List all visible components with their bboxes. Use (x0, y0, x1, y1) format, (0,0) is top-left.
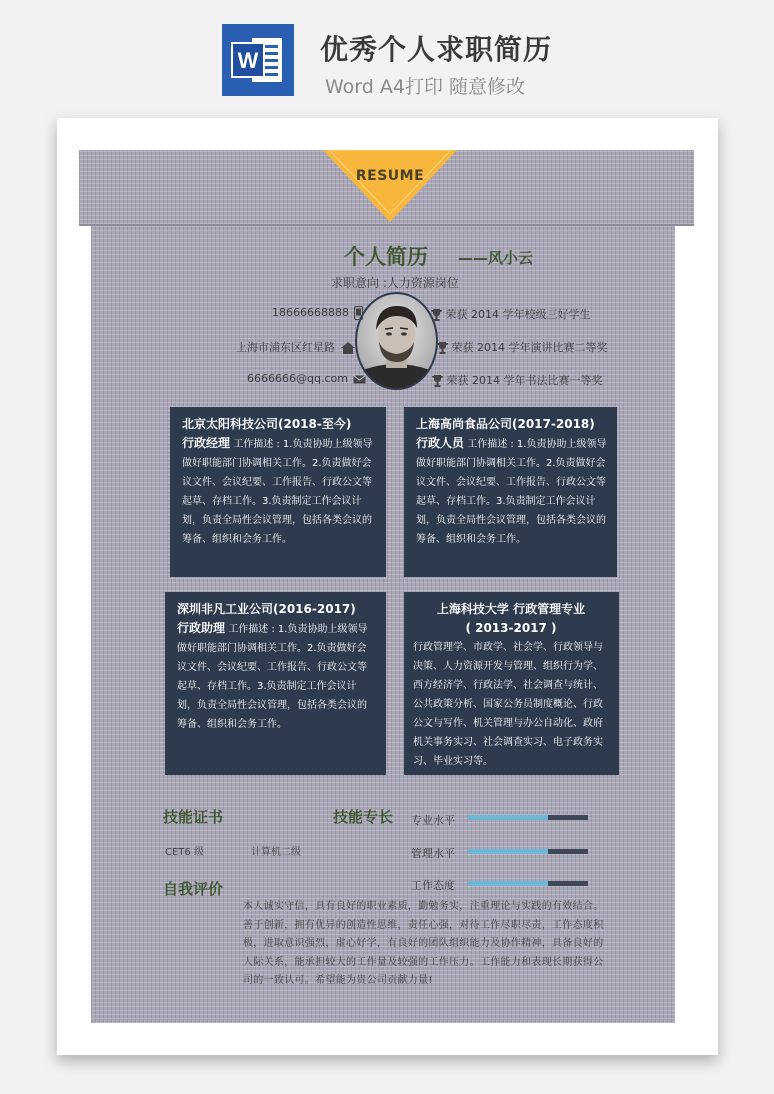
self-eval-text: 本人诚实守信，具有良好的职业素质，勤勉务实，注重理论与实践的有效结合。善于创新，拥有优异的创造性思维，责任心强，对待工作尽职尽责，工作态度积极，进取意识强烈，虚心好学，有良好的团队组织能力及协作精神，具备良好的人际关系，能承担较大的工作量及较强的工作压力。工作能力和表现长期获得公司的一致认可。希望能为贵公司贡献力量! (243, 901, 604, 986)
candidate-name: ——风小云 (458, 249, 534, 267)
contact-email (247, 372, 368, 385)
job-role: 行政人员 (416, 436, 465, 450)
address-text: 上海市浦东区红星路 (236, 341, 335, 354)
award-item (437, 339, 608, 355)
award-item (432, 372, 603, 388)
resume-ribbon (323, 150, 457, 222)
skill-bar-fill (468, 815, 548, 820)
skill-bar-fill (468, 849, 548, 854)
skill-bar (468, 881, 588, 886)
word-icon-letter: W (237, 48, 259, 73)
skills-title: 技能专长 (333, 808, 394, 826)
job-description: 工作描述 : 1.负责协助上级领导做好职能部门协调相关工作。2.负责做好会议文件、会议纪要、工作报告、行政公文等起草、存档工作。3.负责制定工作会议计划，负责全局性会议管理，包括各类会议的筹备、组织和会务工作。 (177, 624, 368, 730)
job-description: 工作描述 : 1.负责协助上级领导做好职能部门协调相关工作。2.负责做好会议文件、会议纪要、工作报告、行政公文等起草、存档工作。3.负责制定工作会议计划，负责全局性会议管理，包括各类会议的筹备、组织和会务工作。 (416, 439, 607, 545)
cert-item: 计算机二级 (251, 847, 301, 858)
trophy-icon (432, 375, 443, 387)
skill-bar (468, 849, 588, 854)
experience-card-3 (165, 592, 386, 775)
school-name: 上海科技大学 行政管理专业 (436, 602, 586, 616)
company-name: 北京太阳科技公司(2018-至今) (182, 417, 352, 431)
education-card (404, 592, 619, 775)
experience-card-2 (404, 407, 617, 577)
word-icon (222, 24, 294, 96)
skill-label: 管理水平 (411, 847, 455, 860)
trophy-icon (437, 342, 448, 354)
home-icon (341, 342, 355, 354)
company-name: 深圳非凡工业公司(2016-2017) (177, 602, 356, 616)
skill-label: 工作态度 (411, 879, 455, 892)
contact-phone (272, 306, 365, 320)
school-years: ( 2013-2017 ) (465, 621, 557, 635)
self-eval-title: 自我评价 (163, 880, 224, 898)
award-text: 荣获 2014 学年书法比赛一等奖 (446, 374, 603, 387)
banner-subtitle: Word A4打印 随意修改 (325, 76, 526, 98)
skill-bar-fill (468, 881, 548, 886)
course-list: 行政管理学、市政学、社会学、行政领导与决策、人力资源开发与管理、组织行为学、西方经济学、行政法学、社会调查与统计、公共政策分析、国家公务员制度概论、行政公文与写作、机关管理与办公自动化、政府机关事务实习、社会调查实习、电子政务实习、毕业实习等。 (413, 642, 603, 767)
award-item (431, 306, 591, 322)
contact-address (236, 339, 357, 355)
experience-card-1 (170, 407, 386, 577)
skill-label: 专业水平 (411, 814, 455, 827)
phone-icon (354, 306, 363, 320)
trophy-icon (431, 309, 442, 321)
mail-icon (353, 375, 366, 384)
skill-bar (468, 815, 588, 820)
award-text: 荣获 2014 学年演讲比赛二等奖 (451, 341, 608, 354)
resume-badge: RESUME (355, 168, 425, 184)
award-text: 荣获 2014 学年校级三好学生 (445, 308, 591, 321)
certs-title: 技能证书 (163, 808, 224, 826)
job-intent: 求职意向 :人力资源岗位 (331, 276, 459, 290)
banner-title: 优秀个人求职简历 (320, 33, 553, 66)
job-role: 行政经理 (182, 436, 231, 450)
job-description: 工作描述 : 1.负责协助上级领导做好职能部门协调相关工作。2.负责做好会议文件、会议纪要、工作报告、行政公文等起草、存档工作。3.负责制定工作会议计划，负责全局性会议管理，包括各类会议的筹备、组织和会务工作。 (182, 439, 373, 545)
cert-item: CET6 级 (165, 847, 204, 858)
job-role: 行政助理 (177, 621, 226, 635)
email-text: 6666666@qq.com (247, 372, 348, 385)
resume-title: 个人简历 (344, 245, 428, 269)
company-name: 上海高尚食品公司(2017-2018) (416, 417, 595, 431)
phone-text: 18666668888 (272, 306, 349, 319)
